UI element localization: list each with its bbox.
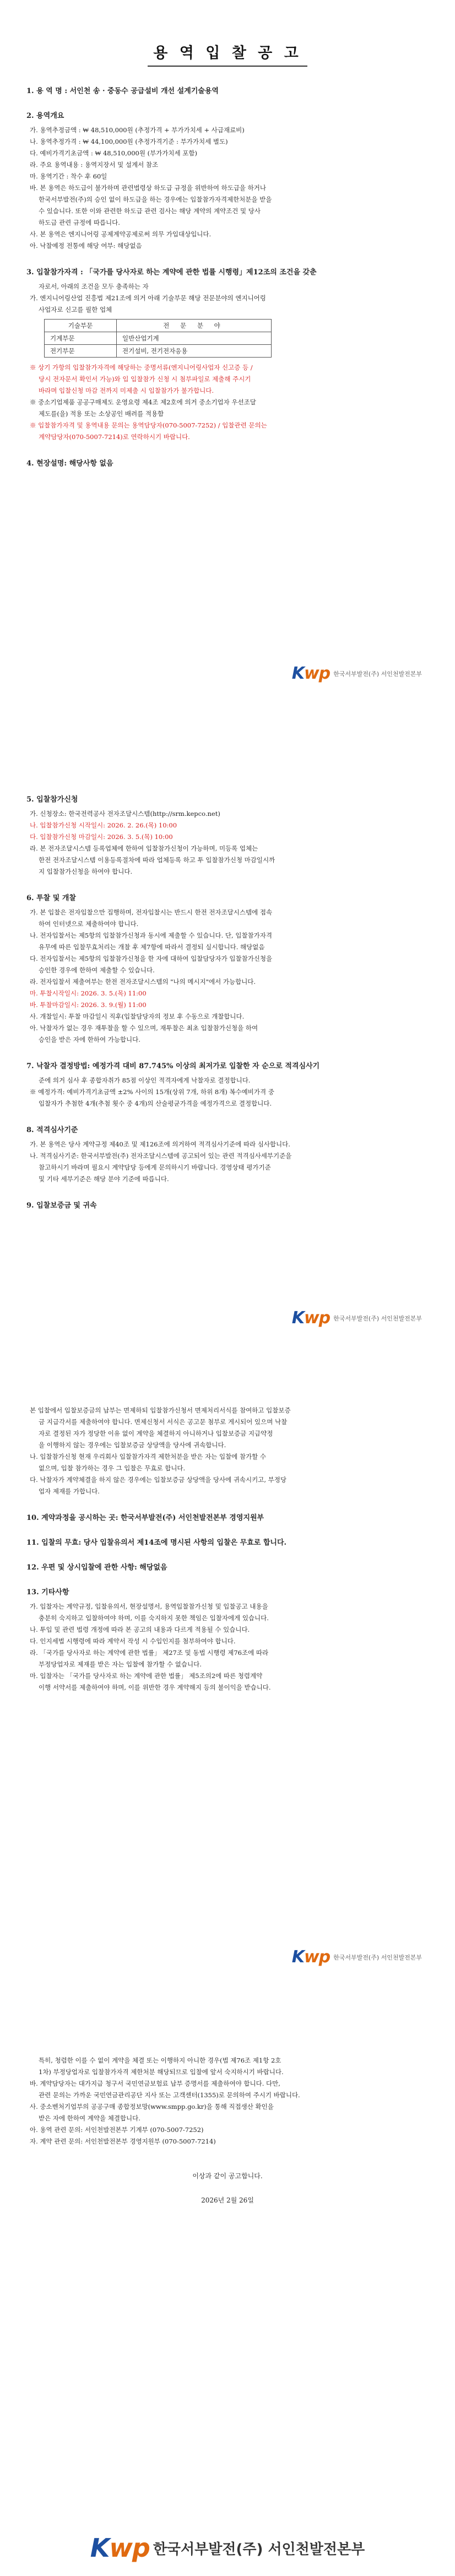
note-line: ※ 입찰참가자격 및 용역내용 문의는 용역담당자(070-5007-7252) / 입찰관련 문의는 [30, 421, 267, 429]
section-9-line: 없으며, 입찰 참가하는 경우 그 입찰은 무효로 합니다. [39, 1464, 186, 1472]
section-8-heading: 8. 적격심사기준 [26, 1126, 78, 1134]
note-line: 제도를(을) 적용 또는 소상공인 배려를 적용함 [39, 410, 164, 418]
kwp-logo-icon: Kwp [291, 1308, 331, 1328]
section-5-line: 지 입찰참가신청을 하여야 합니다. [39, 868, 133, 875]
section-3-heading: 3. 입찰참가자격 : 「국가를 당사자로 하는 계약에 관한 법률 시행령」제12조의 조건을 갖춘 [26, 268, 317, 277]
section-13-line: 라. 「국가를 당사자로 하는 계약에 관한 법률」 제27조 및 동법 시행령 제76조에 따라 [30, 1649, 269, 1657]
section-14-line: 자. 계약 관련 문의: 서인천발전본부 경영지원부 (070-5007-7214) [30, 2137, 216, 2145]
section-9-line: 금 지급각서를 제출하여야 합니다. 면제신청서 서식은 공고문 첨부로 게시되어 있으며 낙찰 [39, 1418, 288, 1426]
section-5-line: 가. 신청장소: 한국전력공사 전자조달시스템(http://srm.kepco.net) [30, 810, 220, 818]
org-name: 한국서부발전(주) 서인천발전본부 [333, 670, 422, 678]
org-name: 한국서부발전(주) 서인천발전본부 [333, 1314, 422, 1322]
table-cell: 기계부문 [45, 332, 117, 345]
section-6-line: 승인을 받은 자에 한하여 가능합니다. [39, 1036, 140, 1043]
note-line: ※ 상기 가항의 입찰참가자격에 해당하는 중명서류(엔지니어링사업자 신고증 등 / [30, 364, 253, 371]
section-14-line: 관련 문의는 가까운 국민연금관리공단 지사 또는 고객센터(1355)로 문의하여 주시기 바랍니다. [39, 2091, 300, 2099]
section-13-line: 마. 입찰자는 「국가를 당사자로 하는 계약에 관한 법률」 제5조의2에 따른 청렴계약 [30, 1672, 263, 1680]
section-2-line: 아. 낙찰예정 전통에 해당 여부: 해당없음 [30, 242, 142, 250]
section-8-line: 참고하시기 바라며 필요시 계약담당 등에게 문의하시기 바랍니다. 경영상태 평가기준 [39, 1163, 271, 1171]
section-5-line: 한전 전자조달시스템 이용등록절차에 따라 업체등록 하고 투 입찰참가신청 마감일시까 [39, 856, 275, 864]
section-10-heading: 10. 계약과정을 공시하는 곳: 한국서부발전(주) 서인천발전본부 경영지원부 [26, 1514, 264, 1522]
table-cell: 전기설비, 전기전자응용 [117, 345, 272, 358]
section-2-line: 다. 예비가격기초금액 : ₩ 48,510,000원 (부가가치세 포함) [30, 149, 197, 157]
section-2-line: 나. 용역추정가격 : ₩ 44,100,000원 (추정가격기준 : 부가가치세 별도) [30, 138, 228, 145]
section-9-line: 다. 낙찰자가 계약체결을 하지 않은 경우에는 입찰보증금 상당액을 당사에 귀속시키고, 부정당 [30, 1476, 287, 1484]
section-13-line: 충분히 숙지하고 입찰하여야 하며, 이를 숙지하지 못한 책임은 입찰자에게 있습니다. [39, 1614, 269, 1622]
section-6-line: 나. 전자입찰서는 제5항의 입찰참가신청과 동시에 제출할 수 있습니다. 단, 입찰참가자격 [30, 932, 272, 939]
section-6-line: 라. 전자입찰서 제출여부는 한전 전자조달시스템의 "나의 메시지"에서 가능합니다. [30, 978, 256, 986]
section-9-line: 을 이행하지 않는 경우에는 입찰보증금 상당액을 당사에 귀속합니다. [39, 1441, 226, 1449]
issuer-logo [0, 2533, 455, 2563]
section-13-line: 다. 인지세법 시행령에 따라 계약서 작성 시 수입인지를 첨부하여야 합니다. [30, 1637, 236, 1645]
note-line: 당시 전자문서 확인서 가능)와 입 입찰참가 신청 시 첨부파일로 제출해 주시기 [39, 375, 251, 383]
section-2-line: 가. 용역추정금액 : ₩ 48,510,000원 (추정가격 + 부가가치세 + 사급재료비) [30, 126, 245, 134]
table-cell: 전기부문 [45, 345, 117, 358]
section-7-line: 입찰자가 추첨한 4개(추첨 횟수 중 4개)의 산술평균가격을 예정가격으로 결정합니다. [39, 1100, 272, 1107]
table-row [45, 332, 272, 345]
section-12-heading: 12. 우편 및 상시입찰에 관한 사항: 해당없음 [26, 1563, 167, 1572]
section-2-heading: 2. 용역개요 [26, 112, 64, 120]
section-3-line: 사업자로 신고를 필한 업체 [39, 306, 112, 313]
note-line: 계약담당자(070-5007-7214)로 연락하시기 바랍니다. [39, 433, 190, 441]
section-11-heading: 11. 입찰의 무효: 당사 입찰유의서 제14조에 명시된 사항의 입찰은 무효로 합니다. [26, 1539, 287, 1547]
page-1 [0, 0, 455, 689]
footer-logo [292, 1308, 422, 1328]
section-2-line: 바. 본 용역은 하도급이 불가하며 관련법령상 하도급 규정을 위반하여 하도급을 하거나 [30, 184, 267, 192]
section-14-line: 사. 중소벤처기업부의 공공구매 종합정보망(www.smpp.go.kr)을 통해 직접생산 확인을 [30, 2103, 274, 2110]
table-row [45, 345, 272, 358]
section-1-heading: 1. 용 역 명 : 서인천 송 · 중동수 공급설비 개선 설계기술용역 [26, 87, 219, 95]
section-14-line: 특히, 청렴한 이를 수 없이 계약을 체결 또는 이행하지 아니한 경우(법 제76조 제1항 2호 [39, 2057, 281, 2064]
section-9-line: 나. 입찰참가신청 현재 우리회사 입찰참가자격 제한처분을 받은 자는 입찰에 참가할 수 [30, 1453, 267, 1460]
section-13-heading: 13. 기타사항 [26, 1588, 69, 1597]
section-13-line: 부정당업자로 제재를 받은 자는 입찰에 참가할 수 없습니다. [39, 1660, 202, 1668]
note-line: 바라며 입찰신청 마감 전까지 미제출 시 입찰참가가 불가합니다. [39, 387, 214, 394]
kwp-logo-icon: Kwp [90, 2533, 150, 2563]
section-9-heading: 9. 입찰보증금 및 귀속 [26, 1202, 97, 1210]
issuer-name: 한국서부발전(주) 서인천발전본부 [153, 2541, 365, 2558]
page-2 [0, 689, 455, 1333]
section-13-line: 이행 서약서를 제출하여야 하며, 이를 위반한 경우 계약해지 등의 불이익을 받습니다. [39, 1684, 271, 1691]
section-9-line: 본 입찰에서 입찰보증금의 납부는 면제하되 입찰참가신청서 면제처리서식를 참여하고 입찰보증 [30, 1406, 291, 1414]
section-7-line: 준에 의거 심사 후 종합자취가 85점 이상인 적격자에게 낙찰자로 결정합니다. [39, 1076, 251, 1084]
section-2-line: 한국서부발전(주)의 승인 없이 하도급을 하는 경우에는 입찰참가자격제한처분을 받을 [39, 196, 272, 203]
section-6-line: 사. 개찰일시: 투찰 마감일시 직후(입찰담당자의 정보 후 수동으로 개찰합니다. [30, 1013, 245, 1020]
section-14-line: 받은 자에 한하여 계약을 체결합니다. [39, 2114, 140, 2122]
table-header-tech: 기술부문 [45, 320, 117, 332]
section-14-line: 아. 용역 관련 문의: 서인천발전본부 기계부 (070-5007-7252) [30, 2126, 204, 2134]
announcement-date: 2026년 2월 26일 [201, 2196, 254, 2204]
section-6-line: 다. 전자입찰서는 제5항의 입찰참가신청을 한 자에 대하여 입찰담당자가 입찰참가신청을 [30, 955, 273, 962]
section-6-line: 바. 투찰마감일시: 2026. 3. 9.(월) 11:00 [30, 1001, 147, 1009]
section-7-heading: 7. 낙찰자 결정방법: 예정가격 대비 87.745% 이상의 최저가로 입찰한 자 순으로 적격심사기 [26, 1062, 320, 1070]
section-5-line: 라. 본 전자조달시스템 등록업체에 한하여 입찰참가신청이 가능하며, 미등록 업체는 [30, 845, 258, 852]
section-5-heading: 5. 입찰참가신청 [26, 795, 78, 804]
section-6-line: 하여 인터넷으로 제출하여야 합니다. [39, 920, 139, 928]
section-7-line: ※ 예정가격: 예비가격기초금액 ±2% 사이의 15개(상위 7개, 하위 8개) 복수예비가격 중 [30, 1088, 274, 1096]
section-4-heading: 4. 현장설명: 해당사항 없음 [26, 459, 113, 468]
section-6-heading: 6. 투찰 및 개찰 [26, 894, 76, 902]
section-8-line: 가. 본 용역은 당사 계약규정 제40조 및 제126조에 의거하여 적격심사기준에 따라 심사합니다. [30, 1140, 290, 1148]
section-14-line: 1차) 부정당업자로 입찰참가자격 제한처분 해당되므로 입찰에 앞서 숙지하시기 바랍니다. [39, 2068, 284, 2076]
kwp-logo-icon: Kwp [291, 1947, 331, 1967]
section-3-line: 자로서, 아래의 조건을 모두 충족하는 자 [39, 283, 149, 290]
org-name: 한국서부발전(주) 서인천발전본부 [333, 1953, 422, 1961]
qualification-table [44, 319, 272, 358]
section-6-line: 가. 본 입찰은 전자입찰으만 집행하며, 전자입찰시는 반드시 한전 전자조달시스템에 접속 [30, 908, 273, 916]
note-line: ※ 중소기업제품 공공구매제도 운영요령 제4조 제2호에 의거 중소기업자 우선조달 [30, 398, 256, 406]
section-13-line: 가. 입찰자는 계약규정, 입찰유의서, 현장설명서, 용역입찰참가신청 및 입찰공고 내용을 [30, 1603, 268, 1610]
footer-logo [292, 1947, 422, 1967]
footer-logo [292, 664, 422, 683]
section-2-line: 수 있습니다. 또한 이와 관련한 하도급 관련 검사는 해당 계약의 계약조건 및 당사 [39, 207, 261, 215]
table-header-field: 전 문 분 야 [117, 320, 272, 332]
section-6-line: 승인한 경우에 한하여 제출할 수 있습니다. [39, 966, 155, 974]
section-9-line: 업자 제재를 가합니다. [39, 1487, 100, 1495]
section-9-line: 자로 결정된 자가 정당한 이유 없이 계약을 체결하지 아니하거나 입찰보증금 지급약정 [39, 1430, 273, 1437]
section-8-line: 및 기타 세부기준은 해당 분야 기준에 따릅니다. [39, 1175, 169, 1183]
section-6-line: 유무에 따른 입찰무효처리는 개찰 후 제7항에 따라서 결정되 실시합니다. 해당없음 [39, 943, 265, 951]
table-cell: 일반산업기계 [117, 332, 272, 345]
section-2-line: 라. 주요 용역내용 : 용역지장서 및 설계서 참조 [30, 161, 159, 169]
section-5-line: 나. 입찰참가신청 시작일시: 2026. 2. 26.(목) 10:00 [30, 821, 177, 829]
section-2-line: 하도급 관련 규정에 따릅니다. [39, 219, 120, 226]
page-3 [0, 1333, 455, 1972]
section-3-line: 가. 엔지니어링산업 진흥법 제21조에 의거 아래 기술부문 해당 전문분야의 엔지니어링 [30, 294, 266, 302]
section-8-line: 나. 적격심사기준: 한국서부발전(주) 전자조달시스템에 공고되어 있는 관련 적격심사세부기준을 [30, 1152, 292, 1160]
document-title: 용 역 입 찰 공 고 [148, 41, 307, 67]
section-13-line: 나. 투입 및 관련 법령 개정에 따라 본 공고의 내용과 다르게 적용될 수 있습니다. [30, 1626, 250, 1633]
kwp-logo-icon: Kwp [291, 664, 331, 683]
closing-statement: 이상과 같이 공고합니다. [192, 2172, 263, 2180]
section-6-line: 마. 투찰시작일시: 2026. 3. 5.(목) 11:00 [30, 989, 147, 997]
section-14-line: 바. 계약담당자는 대가지급 청구서 국민연금보험료 납부 증명서를 제출하여야 합니다. 다만, [30, 2080, 280, 2087]
section-2-line: 마. 용역기간 : 착수 후 60일 [30, 172, 107, 180]
section-2-line: 사. 본 용역은 엔지니어링 공제계약공제로써 의무 가입대상입니다. [30, 230, 212, 238]
page-4 [0, 1972, 455, 2576]
section-5-line: 다. 입찰참가신청 마감일시: 2026. 3. 5.(목) 10:00 [30, 833, 173, 841]
section-6-line: 아. 낙찰자가 없는 경우 재투찰을 할 수 있으며, 재투찰은 최초 입찰참가신청을 하여 [30, 1024, 258, 1032]
